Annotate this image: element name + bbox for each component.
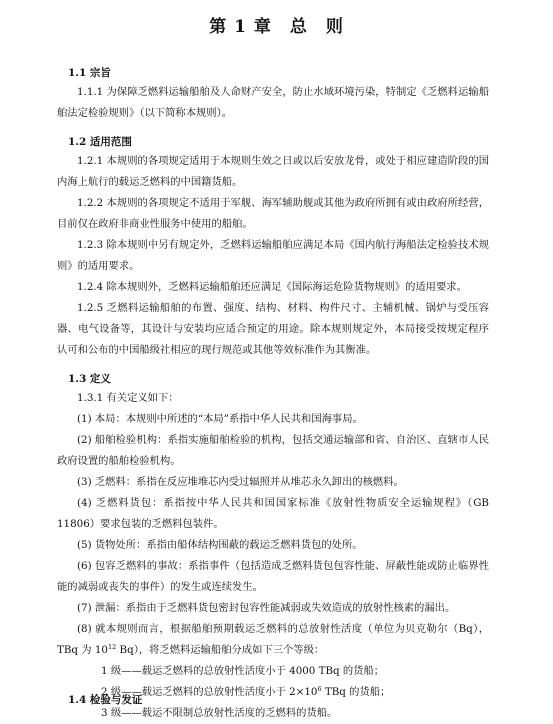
paragraph-1-2-5: 1.2.5 乏燃料运输船舶的布置、强度、结构、材料、构件尺寸、主辅机械、锅炉与受压容器、电气设备等，其设计与安装均应适合预定的用途。除本规则规定外，本局接受按规定程序认可和公布的中国船级社相应的现行规范或其他等效标准作为其衡准。 bbox=[57, 302, 489, 356]
paragraph-1-1-1: 1.1.1 为保障乏燃料运输船舶及人命财产安全，防止水域环境污染，特制定《乏燃料运输船舶法定检验规则》（以下简称本规则）。 bbox=[57, 86, 489, 119]
paragraph-1-2-2: 1.2.2 本规则的各项规定不适用于军舰、海军辅助舰或其他为政府所拥有或由政府所经营，目前仅在政府非商业性服务中使用的船舶。 bbox=[57, 197, 489, 230]
section-heading-1-4: 1.4 检验与发证 bbox=[68, 694, 143, 706]
definition-3: (3) 乏燃料：系指在反应堆堆芯内受过辐照并从堆芯永久卸出的核燃料。 bbox=[77, 476, 404, 488]
chapter-title: 第 1 章 总 则 bbox=[209, 17, 344, 37]
paragraph-1-2-4: 1.2.4 除本规则外，乏燃料运输船舶还应满足《国际海运危险货物规则》的适用要求。 bbox=[77, 281, 467, 293]
paragraph-1-3-1: 1.3.1 有关定义如下： bbox=[77, 392, 179, 404]
level-2-item bbox=[101, 682, 390, 703]
section-heading-1-1: 1.1 宗旨 bbox=[68, 67, 111, 79]
section-heading-1-2: 1.2 适用范围 bbox=[68, 136, 132, 148]
level-2-text-end: TBq 的货船； bbox=[321, 686, 391, 698]
paragraph-1-2-1: 1.2.1 本规则的各项规定适用于本规则生效之日或以后安放龙骨，或处于相应建造阶段的国内海上航行的载运乏燃料的中国籍货船。 bbox=[57, 155, 489, 188]
definition-8 bbox=[57, 619, 489, 661]
definition-7: (7) 泄漏：系指由于乏燃料货包密封包容性能减弱或失效造成的放射性核素的漏出。 bbox=[77, 602, 456, 614]
definition-2: (2) 船舶检验机构：系指实施船舶检验的机构，包括交通运输部和省、自治区、直辖市人民政府设置的船舶检验机构。 bbox=[57, 434, 489, 467]
level-2-exponent: 6 bbox=[317, 685, 322, 693]
paragraph-1-2-3: 1.2.3 除本规则中另有规定外，乏燃料运输船舶应满足本局《国内航行海船法定检验技术规则》的适用要求。 bbox=[57, 239, 489, 272]
definition-1: (1) 本局：本规则中所述的“本局”系指中华人民共和国海事局。 bbox=[77, 413, 363, 425]
level-1-item: 1 级——载运乏燃料的总放射性活度小于 4000 TBq 的货船； bbox=[101, 665, 385, 677]
level-3-item: 3 级——载运不限制总放射性活度的乏燃料的货船。 bbox=[101, 707, 338, 719]
definition-4: (4) 乏燃料货包：系指按中华人民共和国国家标准《放射性物质安全运输规程》（GB 11806）要求包装的乏燃料包装件。 bbox=[57, 497, 489, 530]
definition-6: (6) 包容乏燃料的事故：系指事件（包括造成乏燃料货包包容性能、屏蔽性能或防止临界性能的减弱或丧失的事件）的发生或连续发生。 bbox=[57, 560, 489, 593]
definition-8-text-end: Bq），将乏燃料运输船舶分成如下三个等级： bbox=[116, 644, 325, 656]
definition-8-exponent: 12 bbox=[107, 643, 117, 651]
level-2-text-start: 2 级——载运乏燃料的总放射性活度小于 2×10 bbox=[101, 686, 318, 698]
definition-5: (5) 货物处所：系指由船体结构围蔽的载运乏燃料货包的处所。 bbox=[77, 539, 363, 551]
definition-8-text-start: (8) 就本规则而言，根据船舶预期载运乏燃料的总放射性活度（单位为贝克勒尔（Bq），TBq 为 10 bbox=[57, 623, 489, 656]
section-heading-1-3: 1.3 定义 bbox=[68, 373, 111, 385]
